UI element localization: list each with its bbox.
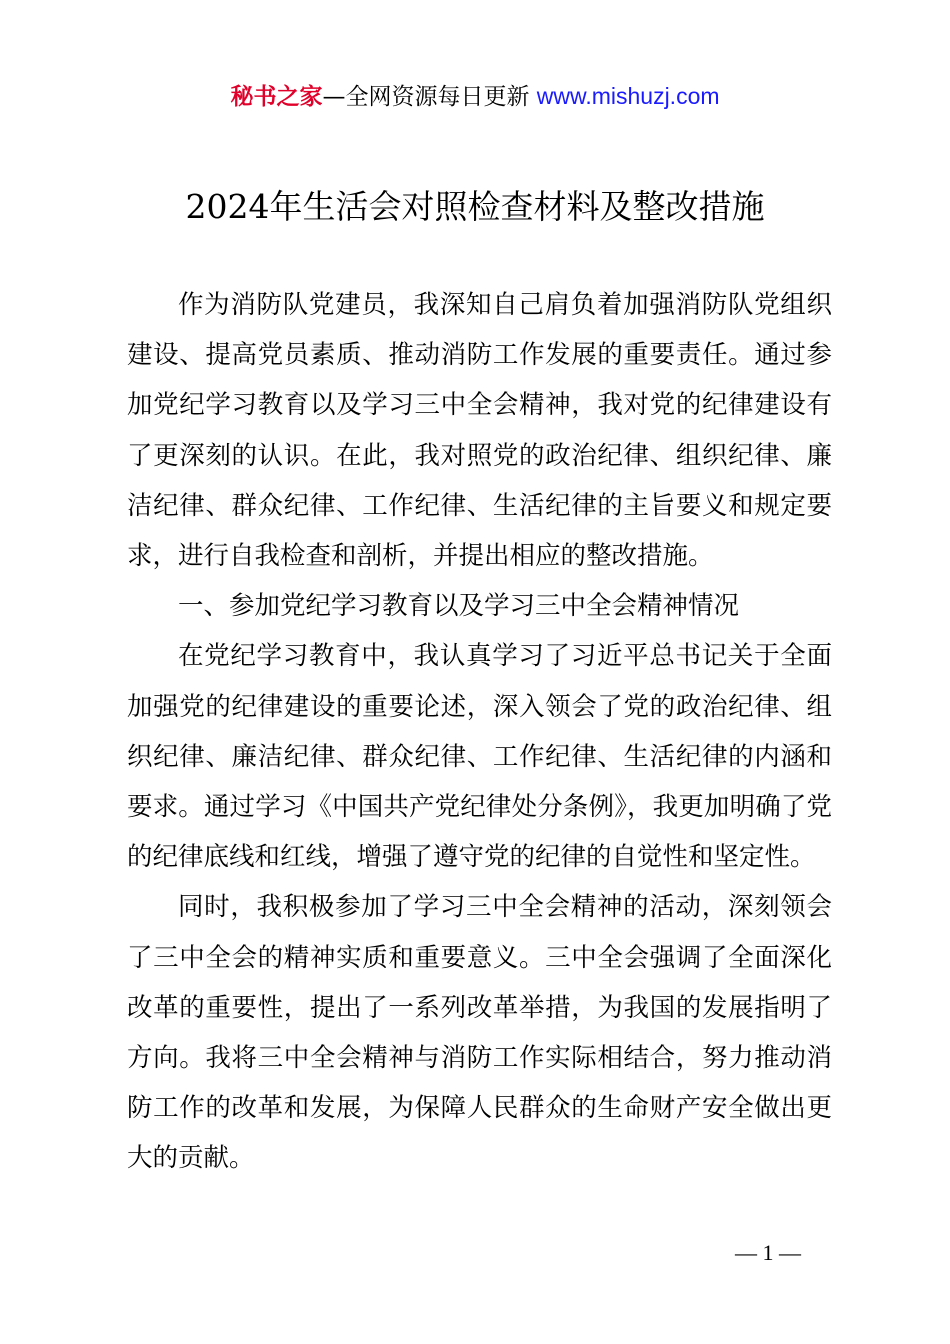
page-number: — 1 — xyxy=(735,1240,801,1265)
site-header xyxy=(0,80,950,113)
paragraph-plenum: 同时，我积极参加了学习三中全会精神的活动，深刻领会了三中全会的精神实质和重要意义。三中全会强调了全面深化改革的重要性，提出了一系列改革举措，为我国的发展指明了方向。我将三中全会精神与消防工作实际相结合，努力推动消防工作的改革和发展，为保障人民群众的生命财产安全做出更大的贡献。 xyxy=(127,892,832,1174)
paragraph-study: 在党纪学习教育中，我认真学习了习近平总书记关于全面加强党的纪律建设的重要论述，深入领会了党的政治纪律、组织纪律、廉洁纪律、群众纪律、工作纪律、生活纪律的内涵和要求。通过学习《中国共产党纪律处分条例》，我更加明确了党的纪律底线和红线，增强了遵守党的纪律的自觉性和坚定性。 xyxy=(127,641,832,873)
section-heading-1: 一、参加党纪学习教育以及学习三中全会精神情况 xyxy=(178,591,740,622)
site-url-link[interactable]: www.mishuzj.com xyxy=(536,83,720,109)
paragraph-intro: 作为消防队党建员，我深知自己肩负着加强消防队党组织建设、提高党员素质、推动消防工作发展的重要责任。通过参加党纪学习教育以及学习三中全会精神，我对党的纪律建设有了更深刻的认识。在此，我对照党的政治纪律、组织纪律、廉洁纪律、群众纪律、工作纪律、生活纪律的主旨要义和规定要求，进行自我检查和剖析，并提出相应的整改措施。 xyxy=(127,290,832,572)
document-title: 2024年生活会对照检查材料及整改措施 xyxy=(185,187,765,226)
header-tagline: —全网资源每日更新 xyxy=(322,84,530,110)
brand-name: 秘书之家 xyxy=(230,84,323,110)
document-body xyxy=(127,280,832,1184)
